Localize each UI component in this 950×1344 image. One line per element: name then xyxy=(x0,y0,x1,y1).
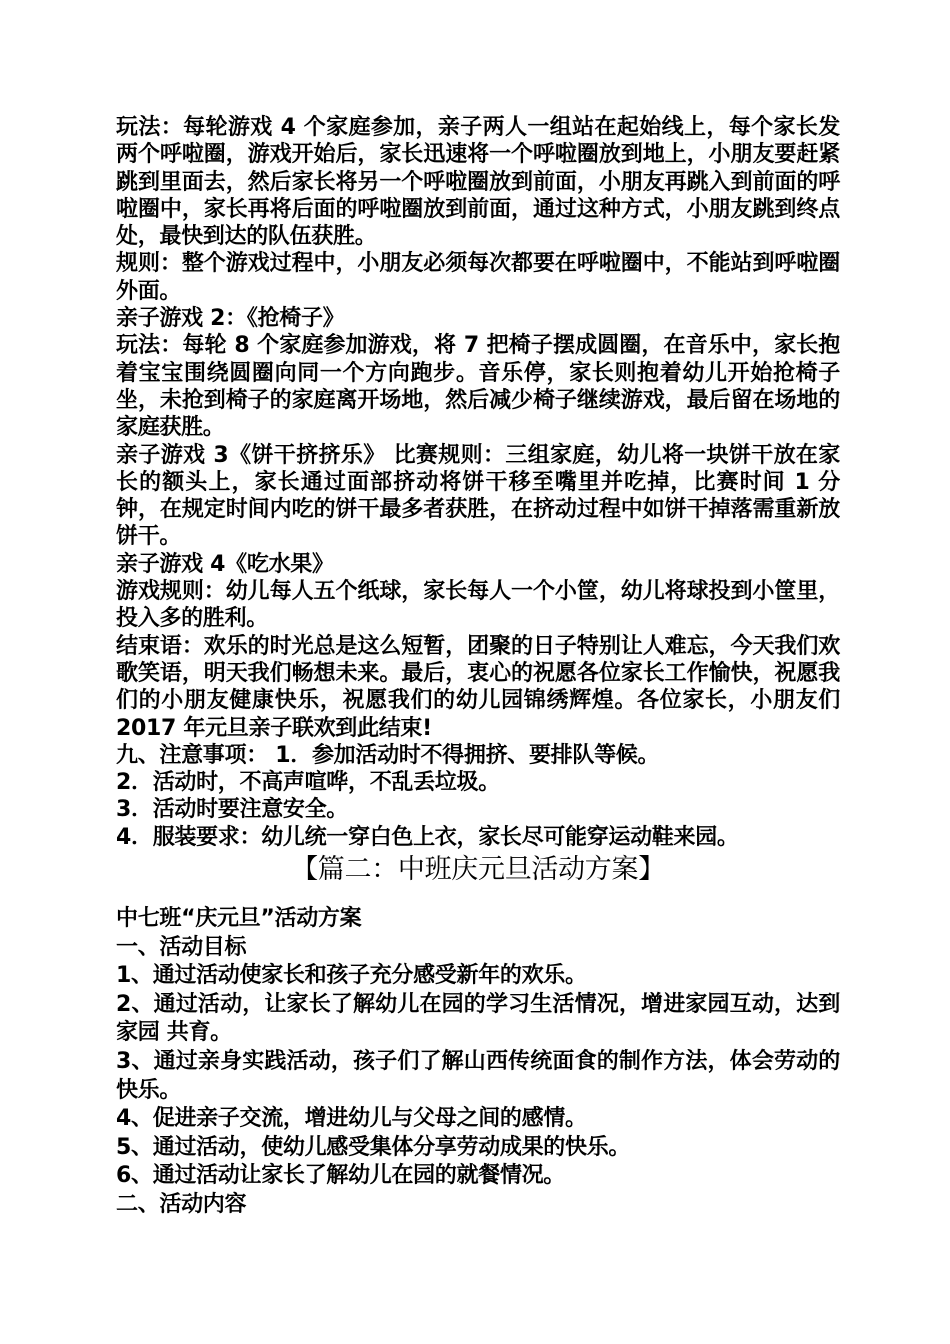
heading-game-2: 亲子游戏 2：《抢椅子》 xyxy=(116,306,345,332)
section-heading: 【篇二：中班庆元旦活动方案】 xyxy=(291,854,665,886)
document-body xyxy=(116,114,840,1220)
paragraph-musical-chairs: 玩法：每轮 8 个家庭参加游戏，将 7 把椅子摆成圆圈，在音乐中，家长抱着宝宝围绕圆圈向同一个方向跑步。音乐停，家长则抱着幼儿开始抢椅子坐，未抢到椅子的家庭离开场地，然后减少椅子继续游戏，最后留在场地的家庭获胜。 xyxy=(116,333,840,441)
paragraph-hula-hoop-regulation: 规则：整个游戏过程中，小朋友必须每次都要在呼啦圈中，不能站到呼啦圈外面。 xyxy=(116,251,840,304)
paragraph-notes-2: 2．活动时，不高声喧哗，不乱丢垃圾。 xyxy=(116,770,500,796)
paragraph-notes-3: 3．活动时要注意安全。 xyxy=(116,797,349,823)
goal-item-6: 6、通过活动让家长了解幼儿在园的就餐情况。 xyxy=(116,1163,566,1189)
goal-item-4: 4、促进亲子交流，增进幼儿与父母之间的感情。 xyxy=(116,1106,587,1132)
paragraph-biscuit-game: 亲子游戏 3《饼干挤挤乐》 比赛规则：三组家庭，幼儿将一块饼干放在家长的额头上，家长通过面部挤动将饼干移至嘴里并吃掉，比赛时间 1 分钟，在规定时间内吃的饼干最多者获胜，在挤动过程中如饼干掉落需重新放饼干。 xyxy=(116,442,840,550)
section-two xyxy=(116,905,840,1220)
paragraph-closing-remarks: 结束语：欢乐的时光总是这么短暂，团聚的日子特别让人难忘，今天我们欢歌笑语，明天我们畅想未来。最后，衷心的祝愿各位家长工作愉快，祝愿我们的小朋友健康快乐，祝愿我们的幼儿园锦绣辉煌。各位家长，小朋友们 2017 年元旦亲子联欢到此结束! xyxy=(116,633,840,741)
heading-game-4: 亲子游戏 4《吃水果》 xyxy=(116,551,334,577)
paragraph-hula-hoop-rules: 玩法：每轮游戏 4 个家庭参加，亲子两人一组站在起始线上，每个家长发两个呼啦圈，游戏开始后，家长迅速将一个呼啦圈放到地上，小朋友要赶紧跳到里面去，然后家长将另一个呼啦圈放到前面，小朋友再跳入到前面的呼啦圈中，家长再将后面的呼啦圈放到前面，通过这种方式，小朋友跳到终点处，最快到达的队伍获胜。 xyxy=(116,115,840,250)
goal-item-2: 2、通过活动，让家长了解幼儿在园的学习生活情况，增进家园互动，达到家园 共育。 xyxy=(116,991,840,1046)
paragraph-fruit-game-rules: 游戏规则：幼儿每人五个纸球，家长每人一个小筐，幼儿将球投到小筐里，投入多的胜利。 xyxy=(116,579,840,632)
section-two-title: 中七班“庆元旦”活动方案 xyxy=(116,906,362,932)
paragraph-notes-4: 4．服装要求：幼儿统一穿白色上衣，家长尽可能穿运动鞋来园。 xyxy=(116,824,739,850)
goal-item-5: 5、通过活动，使幼儿感受集体分享劳动成果的快乐。 xyxy=(116,1134,631,1160)
paragraph-notes-1: 九、注意事项： 1．参加活动时不得拥挤、要排队等候。 xyxy=(116,742,660,768)
heading-activity-goals: 一、活动目标 xyxy=(116,934,247,960)
goal-item-3: 3、通过亲身实践活动，孩子们了解山西传统面食的制作方法，体会劳动的快乐。 xyxy=(116,1048,840,1103)
heading-activity-content: 二、活动内容 xyxy=(116,1191,247,1217)
goal-item-1: 1、通过活动使家长和孩子充分感受新年的欢乐。 xyxy=(116,963,587,989)
